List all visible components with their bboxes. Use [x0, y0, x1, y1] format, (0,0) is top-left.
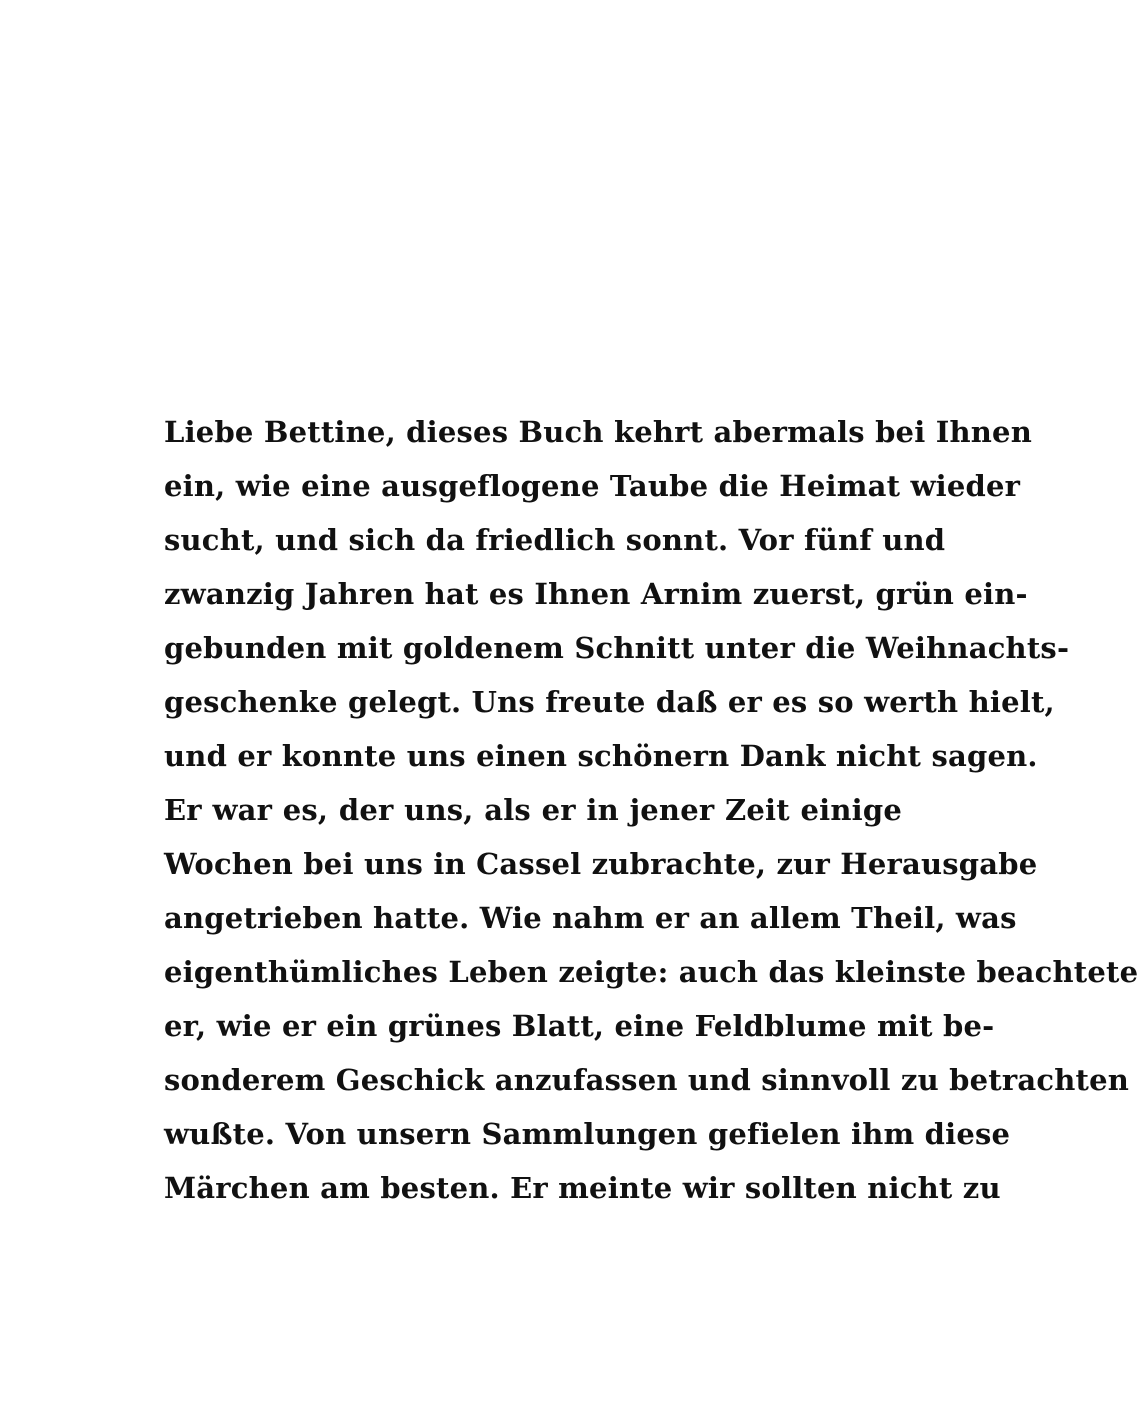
- text-line: geschenke gelegt. Uns freute daß er es so werth hielt,: [164, 685, 1055, 719]
- text-line: sucht, und sich da friedlich sonnt. Vor fünf und: [164, 523, 946, 557]
- text-line: Märchen am besten. Er meinte wir sollten nicht zu: [164, 1171, 1001, 1205]
- text-line: Er war es, der uns, als er in jener Zeit einige: [164, 793, 902, 827]
- body-text: [164, 405, 1138, 1215]
- text-line: wußte. Von unsern Sammlungen gefielen ihm diese: [164, 1117, 1011, 1151]
- text-line: angetrieben hatte. Wie nahm er an allem Theil, was: [164, 901, 1017, 935]
- text-line: eigenthümliches Leben zeigte: auch das kleinste beachtete: [164, 955, 1138, 989]
- text-line: er, wie er ein grünes Blatt, eine Feldblume mit be-: [164, 1009, 995, 1043]
- text-line: sonderem Geschick anzufassen und sinnvoll zu betrachten: [164, 1063, 1130, 1097]
- text-line: und er konnte uns einen schönern Dank nicht sagen.: [164, 739, 1038, 773]
- text-line: Liebe Bettine, dieses Buch kehrt abermals bei Ihnen: [164, 415, 1032, 449]
- text-line: zwanzig Jahren hat es Ihnen Arnim zuerst, grün ein-: [164, 577, 1028, 611]
- text-line: ein, wie eine ausgeflogene Taube die Heimat wieder: [164, 469, 1021, 503]
- text-line: Wochen bei uns in Cassel zubrachte, zur Herausgabe: [164, 847, 1038, 881]
- text-line: gebunden mit goldenem Schnitt unter die Weihnachts-: [164, 631, 1070, 665]
